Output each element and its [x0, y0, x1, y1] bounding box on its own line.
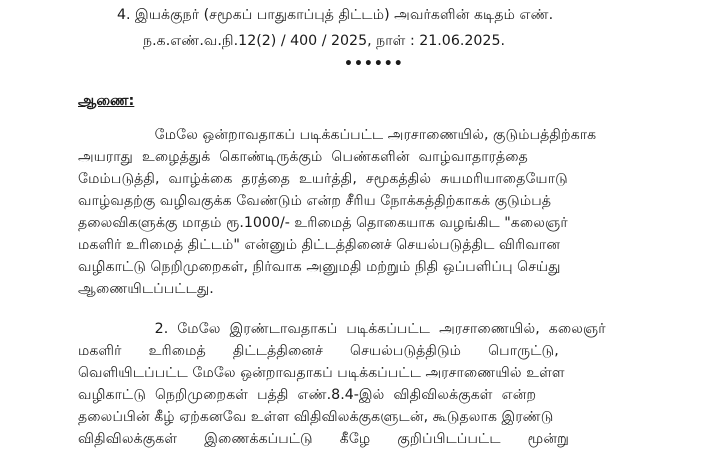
reference-line-1: 4. இயக்குநர் (சமூகப் பாதுகாப்புத் திட்டம்) அவர்களின் கடிதம் எண்.	[117, 7, 554, 23]
reference-line-2: ந.க.எண்.வ.நி.12(2) / 400 / 2025, நாள் : 21.06.2025.	[143, 33, 505, 49]
paragraph-2-line: வெளியிடப்பட்ட மேலே ஒன்றாவதாகப் படிக்கப்பட்ட அரசாணையில் உள்ள	[78, 365, 565, 381]
paragraph-1-line: ஆணையிடப்பட்டது.	[78, 281, 214, 297]
paragraph-1-line: அயராது உழைத்துக் கொண்டிருக்கும் பெண்களின் வாழ்வாதாரத்தை	[78, 149, 528, 165]
paragraph-2-line: தலைப்பின் கீழ் ஏற்கனவே உள்ள விதிவிலக்குகளுடன், கூடுதலாக இரண்டு	[78, 409, 554, 425]
paragraph-1-line: மேம்படுத்தி, வாழ்க்கை தரத்தை உயர்த்தி, சமூகத்தில் சுயமரியாதையோடு	[78, 171, 568, 187]
paragraph-1-line: மேலே ஒன்றாவதாகப் படிக்கப்பட்ட அரசாணையில், குடும்பத்திற்காக	[78, 127, 597, 143]
paragraph-2-line: 2. மேலே இரண்டாவதாகப் படிக்கப்பட்ட அரசாணையில், கலைஞர்	[78, 321, 606, 337]
paragraph-2-line: மகளிர் உரிமைத் திட்டத்தினைச் செயல்படுத்திடும் பொருட்டு,	[78, 343, 559, 359]
paragraph-2-line: வழிகாட்டு நெறிமுறைகள் பத்தி எண்.8.4-இல் விதிவிலக்குகள் என்ற	[78, 387, 537, 403]
paragraph-1-line: தலைவிகளுக்கு மாதம் ரூ.1000/- உரிமைத் தொகையாக வழங்கிட "கலைஞர்	[78, 215, 568, 231]
paragraph-1-line: வாழ்வதற்கு வழிவகுக்க வேண்டும் என்ற சீரிய நோக்கத்திற்காகக் குடும்பத்	[78, 193, 552, 209]
paragraph-1-line: வழிகாட்டு நெறிமுறைகள், நிர்வாக அனுமதி மற்றும் நிதி ஒப்பளிப்பு செய்து	[78, 259, 561, 275]
paragraph-1-line: மகளிர் உரிமைத் திட்டம்" என்னும் திட்டத்தினைச் செயல்படுத்திட விரிவான	[78, 237, 561, 253]
order-heading: ஆணை:	[78, 93, 135, 109]
paragraph-2-line: விதிவிலக்குகள் இணைக்கப்பட்டு கீழே குறிப்பிடப்பட்ட மூன்று	[78, 431, 570, 447]
separator: ••••••	[344, 56, 404, 72]
